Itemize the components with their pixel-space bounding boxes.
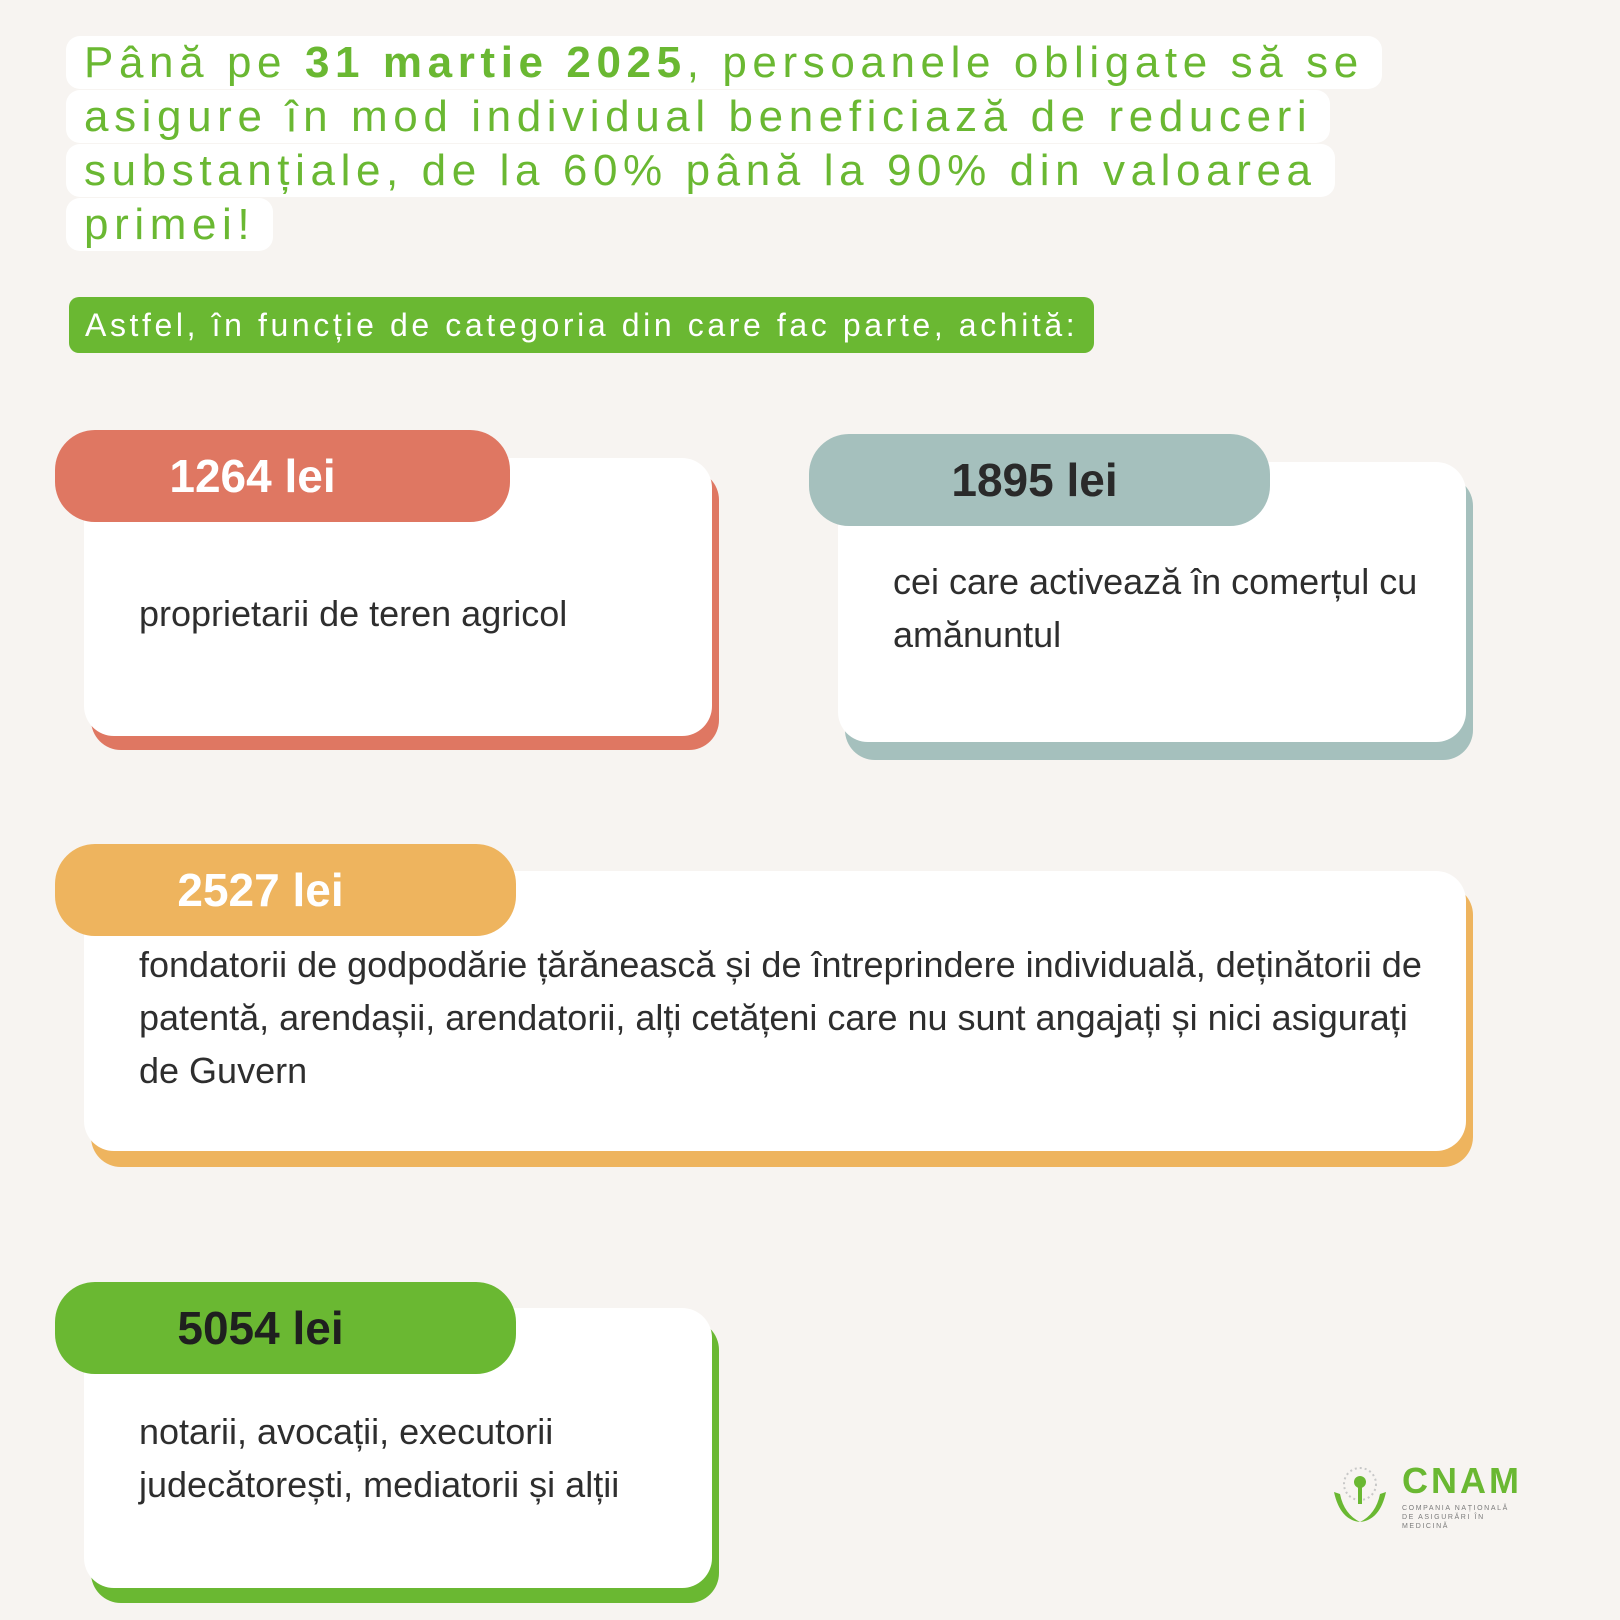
price-tab-1264: 1264 lei	[55, 430, 510, 522]
cnam-logo	[1330, 1462, 1530, 1532]
headline-date: 31 martie 2025	[304, 38, 687, 87]
category-description-2527: fondatorii de godpodărie țărănească și de întreprindere individuală, deținătorii de patentă, arendașii, arendatorii, alți cetățeni care nu sunt angajați și nici asigurați de Guvern	[139, 944, 1422, 1091]
price-tab-2527: 2527 lei	[55, 844, 516, 936]
cnam-subtitle-line2: DE ASIGURĂRI ÎN MEDICINĂ	[1402, 1514, 1485, 1530]
category-description-1895: cei care activează în comerțul cu amănuntul	[893, 561, 1418, 655]
cnam-wordmark: CNAM	[1402, 1460, 1522, 1501]
category-description-1264: proprietarii de teren agricol	[139, 593, 568, 634]
price-tab-5054: 5054 lei	[55, 1282, 516, 1374]
headline	[66, 36, 1506, 252]
subheading-banner: Astfel, în funcție de categoria din care fac parte, achită:	[69, 297, 1094, 353]
headline-prefix: Până pe	[84, 38, 305, 87]
cnam-logo-icon	[1330, 1462, 1390, 1528]
headline-suffix: , persoanele obligate să se asigure în mod individual beneficiază de reduceri substanțiale, de la 60% până la 90% din valoarea primei!	[84, 38, 1364, 249]
price-tab-1895: 1895 lei	[809, 434, 1270, 526]
cnam-subtitle-line1: COMPANIA NAȚIONALĂ	[1402, 1505, 1509, 1512]
headline-highlight	[66, 36, 1382, 251]
category-description-5054: notarii, avocații, executorii judecătorești, mediatorii și alții	[139, 1411, 620, 1505]
cnam-subtitle	[1402, 1504, 1532, 1531]
